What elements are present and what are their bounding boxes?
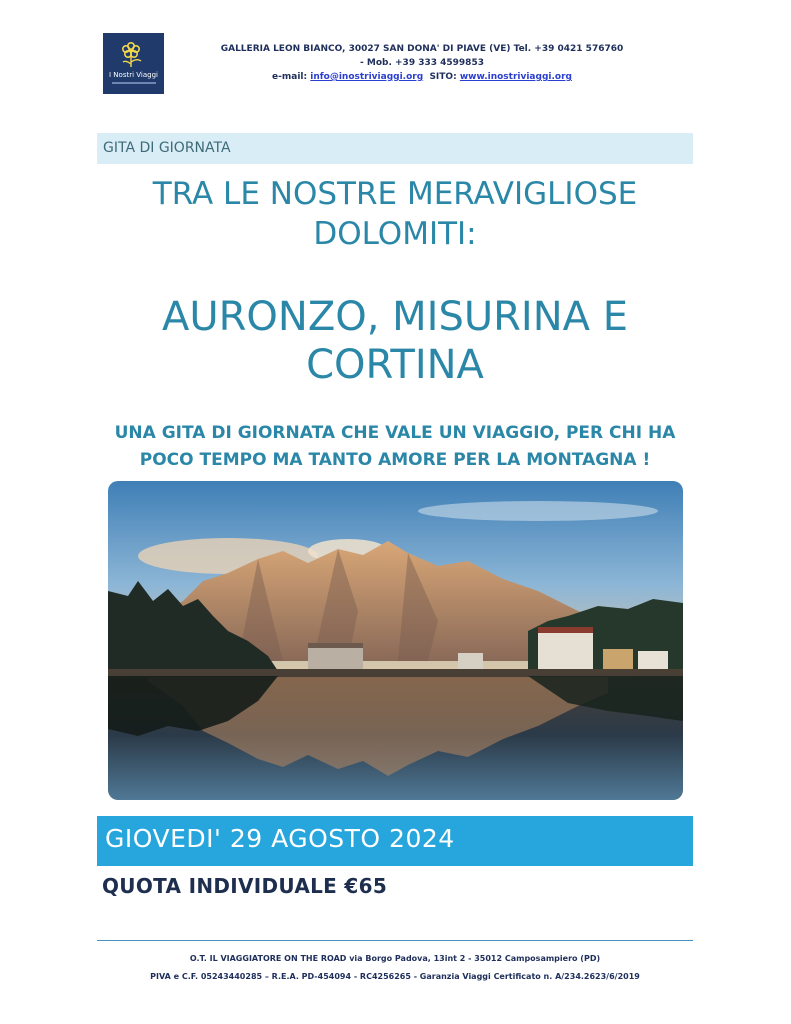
footer-line-1: O.T. IL VIAGGIATORE ON THE ROAD via Borgo Padova, 13int 2 - 35012 Camposampiero (PD) [189,954,601,963]
flower-icon [119,40,149,68]
category-bar [97,133,693,164]
email-label: e-mail: [272,72,308,82]
logo-underline [112,82,156,84]
agency-header [180,42,664,84]
mobile-line: - Mob. +39 333 4599853 [360,58,484,68]
email-link[interactable]: info@inostriviaggi.org [310,72,424,82]
price-label: QUOTA INDIVIDUALE €65 [102,874,388,898]
lake-mountain-photo [108,481,683,800]
tagline: UNA GITA DI GIORNATA CHE VALE UN VIAGGIO, PER CHI HA POCO TEMPO MA TANTO AMORE PER LA MONTAGNA ! [114,423,676,470]
category-label: GITA DI GIORNATA [103,140,231,156]
logo-text: I Nostri Viaggi [109,71,158,79]
date-bar [97,816,693,866]
trip-date: GIOVEDI' 29 AGOSTO 2024 [105,824,455,853]
site-link[interactable]: www.inostriviaggi.org [459,72,572,82]
address-line: GALLERIA LEON BIANCO, 30027 SAN DONA' DI PIAVE (VE) Tel. +39 0421 576760 [220,44,624,54]
title-line-2: AURONZO, MISURINA E CORTINA [162,294,628,388]
footer-line-2: PIVA e C.F. 05243440285 – R.E.A. PD-454094 - RC4256265 - Garanzia Viaggi Certificato n. A/234.2623/6/2019 [150,972,640,981]
footer-divider [97,940,693,941]
title-line-1: TRA LE NOSTRE MERAVIGLIOSE DOLOMITI: [152,176,638,252]
logo [103,33,164,94]
site-label: SITO: [429,72,457,82]
footer [100,950,690,986]
contact-line [180,70,664,84]
